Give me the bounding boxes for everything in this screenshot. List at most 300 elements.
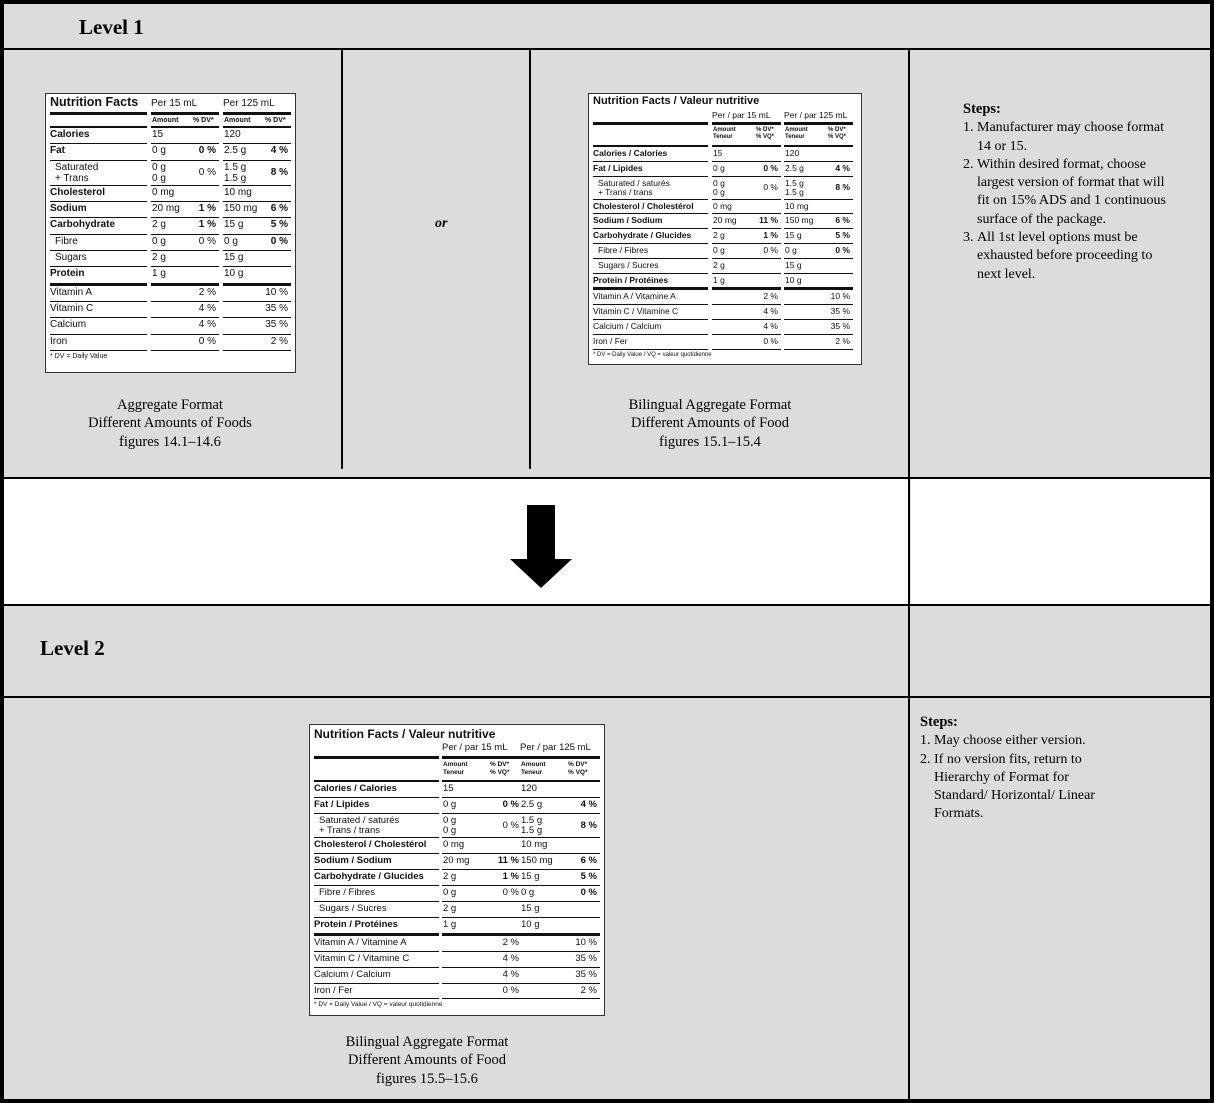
border-left xyxy=(0,0,4,1103)
rule-line xyxy=(520,813,600,814)
amount-value: 15 g xyxy=(521,871,540,883)
rule-line xyxy=(442,797,522,798)
rule-line xyxy=(314,885,439,886)
arrow-band-side xyxy=(911,479,1210,605)
amount-value: 2 g xyxy=(713,259,725,270)
amount-value: 0 g xyxy=(521,887,535,899)
amount-value: 1 g xyxy=(443,918,457,930)
rule-line xyxy=(50,283,147,286)
vitamin-label: Vitamin A / Vitamine A xyxy=(314,936,407,948)
rule-line xyxy=(314,837,439,838)
rule-line xyxy=(593,349,708,350)
rule-line xyxy=(520,967,600,968)
vitamin-label: Vitamin C / Vitamine C xyxy=(314,952,410,964)
dv-value: 2 % xyxy=(835,335,850,346)
rule-line xyxy=(314,951,439,952)
rule-line xyxy=(593,213,708,214)
nutrient-label: Saturated / saturés xyxy=(319,814,400,826)
divider xyxy=(0,696,1214,698)
or-connector: or xyxy=(435,216,448,231)
dv-value: 5 % xyxy=(270,219,288,231)
dv-value: 6 % xyxy=(835,215,850,226)
amount-value: 150 mg xyxy=(521,855,553,867)
caption-line: Different Amounts of Food xyxy=(347,1052,506,1069)
dv-value: 1 % xyxy=(198,219,216,231)
dv-value: 0 % xyxy=(763,162,778,173)
amount-value: 1.5 g xyxy=(521,814,543,826)
nutrient-label: Carbohydrate / Glucides xyxy=(314,871,424,883)
rule-line xyxy=(314,917,439,918)
rule-line xyxy=(314,901,439,902)
amount-value: 0 g xyxy=(713,177,725,188)
amount-value: 1 g xyxy=(152,268,166,280)
rule-line xyxy=(442,813,522,814)
amount-value: 0 g xyxy=(224,235,238,247)
rule-line xyxy=(712,258,781,259)
rule-line xyxy=(223,250,291,251)
rule-line xyxy=(223,185,291,186)
rule-line xyxy=(784,334,853,335)
rule-line xyxy=(314,813,439,814)
amount-header: Teneur xyxy=(443,768,465,776)
amount-value: 20 mg xyxy=(443,855,470,867)
rule-line xyxy=(50,334,147,335)
rule-line xyxy=(314,869,439,870)
dv-value: 0 % xyxy=(198,235,216,247)
caption-line: Aggregate Format xyxy=(117,397,223,413)
dv-value: 1 % xyxy=(198,203,216,215)
amount-value: 0 g xyxy=(443,887,457,899)
dv-value: 4 % xyxy=(502,952,519,964)
step-item xyxy=(963,229,1188,284)
rule-line xyxy=(520,837,600,838)
caption-line: Different Amounts of Food xyxy=(630,415,789,432)
rule-line xyxy=(784,176,853,177)
dv-value: 2 % xyxy=(270,335,288,347)
amount-value: 0 mg xyxy=(443,839,465,851)
amount-value: 120 xyxy=(521,783,537,794)
amount-value: 1 g xyxy=(713,274,725,285)
arrow-band xyxy=(4,479,909,605)
caption-line: Bilingual Aggregate Format xyxy=(345,1034,509,1050)
rule-line xyxy=(712,287,781,290)
amount-value: 10 mg xyxy=(521,839,548,851)
level2-format-caption xyxy=(317,1033,537,1088)
amount-value: 2 g xyxy=(713,230,725,241)
nutrient-label: Cholesterol / Cholestérol xyxy=(314,839,427,851)
rule-line xyxy=(151,126,219,128)
nutrient-label: Saturated xyxy=(55,161,99,173)
amount-value: 10 g xyxy=(785,274,802,285)
amount-value: 2.5 g xyxy=(785,162,804,173)
dv-value: 10 % xyxy=(575,936,597,948)
step-number: 3. xyxy=(963,230,974,246)
dv-value: 0 % xyxy=(502,798,519,810)
rule-line xyxy=(520,998,600,999)
step-item xyxy=(920,751,1120,824)
rule-line xyxy=(151,234,219,235)
rule-line xyxy=(223,217,291,218)
border-bottom xyxy=(0,1099,1214,1103)
amount-value: 15 g xyxy=(785,259,802,270)
level2-steps xyxy=(920,713,1120,824)
rule-line xyxy=(442,901,522,902)
amount-header: Teneur xyxy=(521,768,543,776)
dv-value: 0 % xyxy=(198,166,216,178)
rule-line xyxy=(712,199,781,200)
rule-line xyxy=(151,250,219,251)
level-2-title: Level 2 xyxy=(40,636,105,660)
dv-value: 4 % xyxy=(502,968,519,980)
rule-line xyxy=(223,234,291,235)
amount-value: 2 g xyxy=(152,252,166,264)
column-header: Per 125 mL xyxy=(223,98,275,109)
step-number: 1. xyxy=(920,733,931,749)
dv-value: 8 % xyxy=(270,166,288,178)
step-text: May choose either version. xyxy=(934,733,1086,749)
step-item xyxy=(920,732,1120,750)
dv-value: 35 % xyxy=(575,952,597,964)
amount-value: 0 mg xyxy=(713,200,732,211)
amount-value: 0 g xyxy=(713,187,725,198)
divider xyxy=(908,49,910,1101)
nutrient-label: Saturated / saturés xyxy=(598,177,670,188)
nutrient-label: Sugars / Sucres xyxy=(598,259,659,270)
rule-line xyxy=(50,301,147,302)
rule-line xyxy=(593,334,708,335)
rule-line xyxy=(520,797,600,798)
dv-value: 0 % xyxy=(580,887,597,899)
amount-value: 20 mg xyxy=(152,203,180,215)
footnote: * DV = Daily Value xyxy=(50,352,108,360)
dv-value: 11 % xyxy=(759,215,778,226)
amount-value: 0 g xyxy=(443,825,457,837)
rule-line xyxy=(520,933,600,936)
rule-line xyxy=(784,304,853,305)
caption-line: figures 15.1–15.4 xyxy=(659,433,761,450)
table-title: Nutrition Facts / Valeur nutritive xyxy=(314,727,496,741)
amount-header: Amount xyxy=(152,117,179,124)
dv-value: 1 % xyxy=(763,230,778,241)
amount-header: Amount xyxy=(224,117,251,124)
rule-line xyxy=(712,273,781,274)
rule-line xyxy=(314,967,439,968)
caption-line: Different Amounts of Foods xyxy=(88,415,252,432)
amount-value: 15 g xyxy=(521,903,540,915)
amount-value: 15 xyxy=(713,148,723,158)
rule-line xyxy=(314,756,439,759)
vitamin-label: Vitamin A xyxy=(50,286,93,298)
dv-value: 6 % xyxy=(580,855,597,867)
nutrient-label: Fat / Lipides xyxy=(593,162,643,173)
vitamin-label: Vitamin C xyxy=(50,302,94,314)
rule-line xyxy=(314,998,439,999)
aggregate-format-caption xyxy=(60,396,280,451)
amount-header: Amount xyxy=(785,127,808,133)
dv-value: 5 % xyxy=(835,230,850,241)
rule-line xyxy=(223,126,291,128)
rule-line xyxy=(50,112,147,115)
dv-value: 35 % xyxy=(830,306,850,317)
amount-value: 1.5 g xyxy=(785,177,804,188)
nutrient-label: Cholesterol / Cholestérol xyxy=(593,200,694,211)
rule-line xyxy=(593,122,708,125)
rule-line xyxy=(593,304,708,305)
footnote: * DV = Daily Value / VQ = valeur quotidienne xyxy=(314,1001,443,1009)
column-header: Per / par 15 mL xyxy=(442,742,508,753)
divider xyxy=(529,49,531,469)
rule-line xyxy=(151,266,219,267)
nutrient-label: Calories xyxy=(50,129,90,140)
rule-line xyxy=(442,998,522,999)
rule-line xyxy=(593,161,708,162)
rule-line xyxy=(520,780,600,782)
rule-line xyxy=(314,983,439,984)
down-arrow-icon xyxy=(508,505,574,589)
dv-header: % DV* xyxy=(193,117,214,124)
nutrient-label: Carbohydrate / Glucides xyxy=(593,230,692,241)
amount-value: 15 xyxy=(443,783,454,794)
dv-value: 5 % xyxy=(580,871,597,883)
rule-line xyxy=(784,273,853,274)
rule-line xyxy=(50,201,147,202)
dv-value: 0 % xyxy=(763,181,778,192)
rule-line xyxy=(151,143,219,144)
rule-line xyxy=(712,161,781,162)
dv-value: 0 % xyxy=(763,244,778,255)
dv-value: 35 % xyxy=(830,320,850,331)
rule-line xyxy=(223,201,291,202)
amount-value: 15 g xyxy=(224,219,244,231)
rule-line xyxy=(593,258,708,259)
rule-line xyxy=(223,334,291,335)
amount-header: Amount xyxy=(521,761,546,768)
vitamin-label: Vitamin C / Vitamine C xyxy=(593,306,679,317)
divider xyxy=(0,477,1214,479)
rule-line xyxy=(712,145,781,147)
rule-line xyxy=(593,243,708,244)
nutrient-label: Protein / Protéines xyxy=(314,918,398,930)
nutrient-label: Sodium / Sodium xyxy=(593,215,663,226)
rule-line xyxy=(784,319,853,320)
vitamin-label: Iron / Fer xyxy=(314,984,353,996)
rule-line xyxy=(50,250,147,251)
amount-value: 15 g xyxy=(785,230,802,241)
amount-value: 1.5 g xyxy=(785,187,804,198)
rule-line xyxy=(593,319,708,320)
dv-value: 10 % xyxy=(830,291,850,302)
rule-line xyxy=(712,334,781,335)
caption-line: Bilingual Aggregate Format xyxy=(628,397,792,413)
step-text: All 1st level options must be exhausted before proceeding to next level. xyxy=(977,230,1153,282)
rule-line xyxy=(712,349,781,350)
rule-line xyxy=(784,243,853,244)
amount-value: 120 xyxy=(785,148,800,158)
rule-line xyxy=(151,201,219,202)
rule-line xyxy=(593,145,708,147)
dv-value: 4 % xyxy=(763,306,778,317)
step-item xyxy=(963,156,1188,229)
nutrient-label: Fat xyxy=(50,145,65,157)
column-header: Per / par 15 mL xyxy=(712,110,771,120)
vitamin-label: Iron / Fer xyxy=(593,335,628,346)
rule-line xyxy=(223,301,291,302)
step-item xyxy=(963,119,1188,156)
rule-line xyxy=(442,885,522,886)
nutrient-label: Calories / Calories xyxy=(593,148,668,158)
amount-value: 0 g xyxy=(713,162,725,173)
rule-line xyxy=(520,885,600,886)
caption-line: figures 15.5–15.6 xyxy=(376,1070,478,1087)
border-right xyxy=(1210,0,1214,1103)
rule-line xyxy=(314,797,439,798)
amount-value: 2.5 g xyxy=(521,798,543,810)
vitamin-label: Calcium / Calcium xyxy=(593,320,662,331)
rule-line xyxy=(50,350,147,351)
rule-line xyxy=(520,853,600,854)
dv-header: % VQ* xyxy=(756,134,775,140)
amount-value: 10 mg xyxy=(224,186,252,198)
rule-line xyxy=(520,917,600,918)
column-header: Per / par 125 mL xyxy=(520,742,591,753)
amount-header: Amount xyxy=(443,761,468,768)
step-number: 2. xyxy=(963,156,974,172)
rule-line xyxy=(50,143,147,144)
amount-value: 20 mg xyxy=(713,215,737,226)
vitamin-label: Vitamin A / Vitamine A xyxy=(593,291,676,302)
nutrient-label: Sodium xyxy=(50,203,87,215)
step-text: Within desired format, choose largest version of format that will fit on 15% ADS and 1 continuous surface of the package. xyxy=(977,156,1166,227)
nutrient-label: Protein xyxy=(50,268,85,280)
dv-value: 2 % xyxy=(763,291,778,302)
rule-line xyxy=(784,349,853,350)
step-number: 1. xyxy=(963,120,974,136)
rule-line xyxy=(151,217,219,218)
column-header: Per 15 mL xyxy=(151,98,198,109)
dv-header: % DV* xyxy=(756,127,774,133)
dv-value: 4 % xyxy=(580,798,597,810)
level1-steps xyxy=(963,100,1188,284)
rule-line xyxy=(50,317,147,318)
dv-header: % VQ* xyxy=(828,134,847,140)
rule-line xyxy=(442,869,522,870)
amount-value: 120 xyxy=(224,129,241,140)
amount-value: 0 g xyxy=(152,145,166,157)
amount-value: 0 g xyxy=(713,244,725,255)
rule-line xyxy=(784,258,853,259)
divider xyxy=(0,604,1214,606)
dv-value: 8 % xyxy=(835,181,850,192)
dv-value: 10 % xyxy=(265,286,288,298)
level-1-title: Level 1 xyxy=(79,15,144,39)
nutrient-label: + Trans / trans xyxy=(319,825,380,837)
rule-line xyxy=(593,228,708,229)
vitamin-label: Iron xyxy=(50,335,68,347)
amount-value: 0 g xyxy=(152,161,166,173)
nutrient-label: Calories / Calories xyxy=(314,783,397,794)
rule-line xyxy=(442,967,522,968)
amount-value: 0 mg xyxy=(152,186,175,198)
dv-header: % DV* xyxy=(265,117,286,124)
steps-heading: Steps: xyxy=(963,101,1001,117)
rule-line xyxy=(593,199,708,200)
rule-line xyxy=(442,837,522,838)
nutrient-label: + Trans xyxy=(55,172,89,184)
rule-line xyxy=(223,112,291,115)
rule-line xyxy=(223,350,291,351)
amount-value: 150 mg xyxy=(785,215,814,226)
steps-heading: Steps: xyxy=(920,714,958,730)
rule-line xyxy=(442,951,522,952)
dv-header: % DV* xyxy=(568,761,588,768)
rule-line xyxy=(314,933,439,936)
rule-line xyxy=(712,176,781,177)
amount-header: Amount xyxy=(713,127,736,133)
rule-line xyxy=(151,350,219,351)
dv-header: % DV* xyxy=(490,761,510,768)
rule-line xyxy=(314,780,439,782)
dv-value: 35 % xyxy=(265,319,288,331)
rule-line xyxy=(520,756,600,759)
amount-value: 150 mg xyxy=(224,203,258,215)
dv-value: 4 % xyxy=(835,162,850,173)
rule-line xyxy=(50,266,147,267)
nutrient-label: Carbohydrate xyxy=(50,219,116,231)
footnote: * DV = Daily Value / VQ = valeur quotidienne xyxy=(593,351,712,358)
amount-value: 10 g xyxy=(224,268,244,280)
nutrient-label: Fat / Lipides xyxy=(314,798,370,810)
dv-value: 4 % xyxy=(763,320,778,331)
amount-value: 2 g xyxy=(443,903,457,915)
nutrient-label: Fibre xyxy=(55,235,78,247)
amount-value: 1.5 g xyxy=(521,825,543,837)
nutrient-label: Protein / Protéines xyxy=(593,274,669,285)
rule-line xyxy=(223,143,291,144)
column-header: Per / par 125 mL xyxy=(784,110,848,120)
rule-line xyxy=(314,853,439,854)
rule-line xyxy=(593,287,708,290)
step-text: Manufacturer may choose format 14 or 15. xyxy=(977,120,1164,154)
rule-line xyxy=(712,122,781,125)
dv-value: 0 % xyxy=(763,335,778,346)
rule-line xyxy=(50,160,147,161)
dv-value: 35 % xyxy=(575,968,597,980)
rule-line xyxy=(442,853,522,854)
nutrient-label: Sugars / Sucres xyxy=(319,903,387,915)
dv-value: 0 % xyxy=(502,984,519,996)
nutrient-label: + Trans / trans xyxy=(598,187,653,198)
vitamin-label: Calcium / Calcium xyxy=(314,968,391,980)
table-title: Nutrition Facts xyxy=(50,95,139,109)
rule-line xyxy=(520,901,600,902)
rule-line xyxy=(712,243,781,244)
rule-line xyxy=(223,266,291,267)
rule-line xyxy=(520,983,600,984)
nutrient-label: Sodium / Sodium xyxy=(314,855,392,867)
dv-value: 35 % xyxy=(265,302,288,314)
dv-value: 2 % xyxy=(502,936,519,948)
rule-line xyxy=(151,160,219,161)
rule-line xyxy=(223,283,291,286)
amount-value: 0 g xyxy=(785,244,797,255)
amount-value: 15 g xyxy=(224,252,244,264)
rule-line xyxy=(50,217,147,218)
rule-line xyxy=(223,317,291,318)
nutrition-table-english xyxy=(45,93,296,373)
rule-line xyxy=(784,228,853,229)
dv-header: % VQ* xyxy=(568,768,588,776)
rule-line xyxy=(712,304,781,305)
